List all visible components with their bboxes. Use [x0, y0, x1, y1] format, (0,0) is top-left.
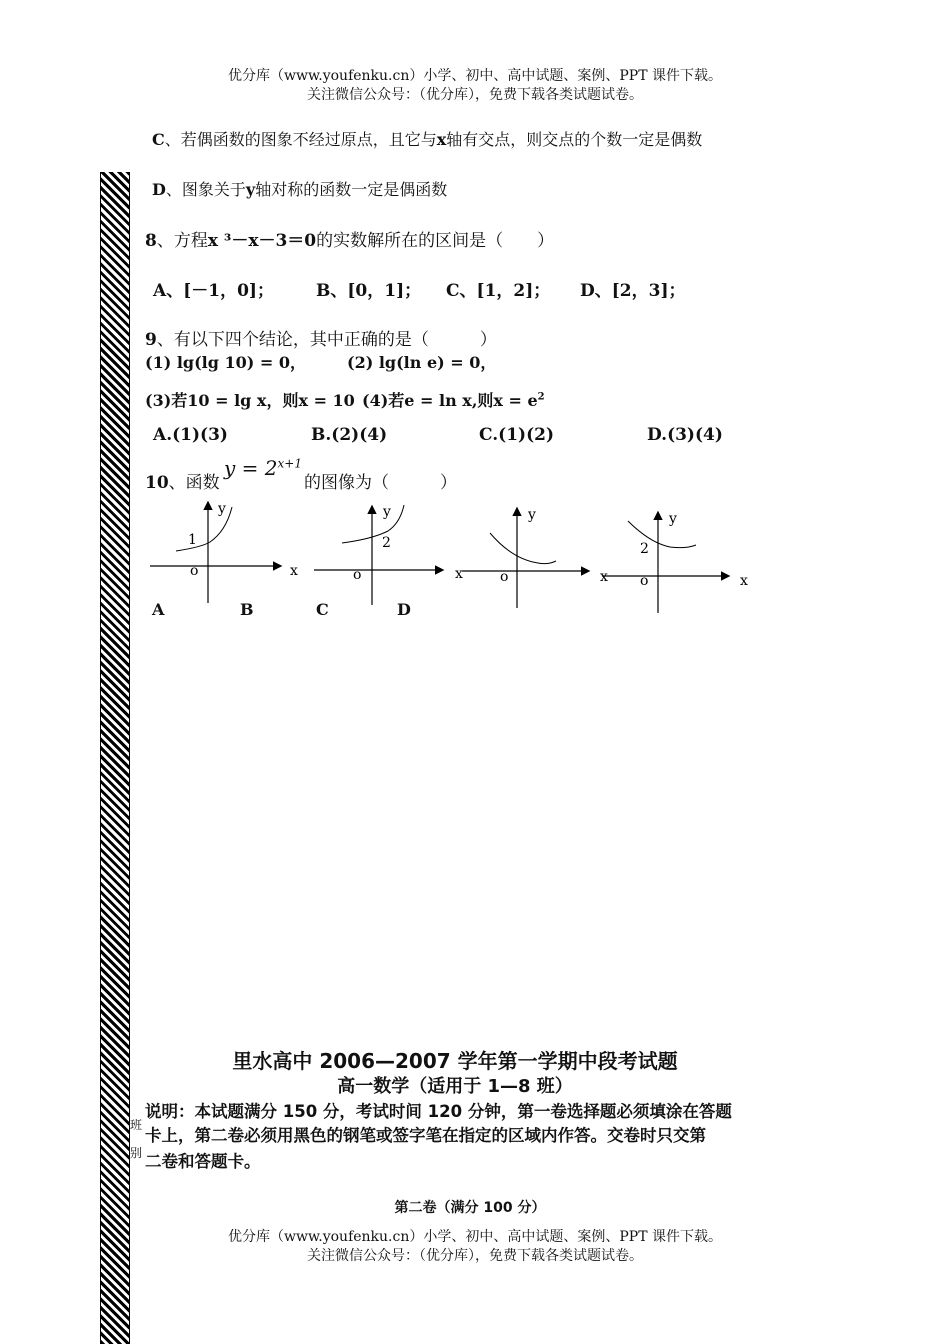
exam-note-line-1: 说明：本试题满分 150 分，考试时间 120 分钟，第一卷选择题必须填涂在答题 [145, 1102, 732, 1121]
q9-statement-1: (1) lg(lg 10) = 0， [145, 353, 307, 372]
graph-label-b: B [240, 600, 254, 619]
graph-2 [314, 504, 442, 605]
graph-3-curve [490, 533, 556, 564]
binding-margin-stripe [100, 172, 130, 1344]
graph-4-x-label: x [740, 573, 748, 589]
q7-option-c: C、若偶函数的图象不经过原点，且它与x轴有交点，则交点的个数一定是偶数 [152, 130, 703, 149]
q10-graphs [140, 495, 780, 625]
site-footer-line-2: 关注微信公众号：（优分库），免费下载各类试题试卷。 [307, 1248, 643, 1264]
q9-option-a: A.(1)(3) [153, 425, 228, 445]
graph-1 [150, 501, 298, 603]
graph-label-a: A [152, 600, 165, 619]
q8-option-b: B、[0，1]； [316, 281, 422, 301]
q10-stem-prefix: 10、函数 [145, 473, 220, 493]
site-header-line-1: 优分库（www.youfenku.cn）小学、初中、高中试题、案例、PPT 课件下载。 [227, 68, 722, 84]
q10-formula: $y = 2^{x+1}$ [224, 456, 302, 480]
q9-statement-4: (4)若e = ln x,则$x = e^2$ [362, 391, 545, 410]
graph-label-d: D [397, 600, 411, 619]
q9-statement-2: (2) lg(ln e) = 0， [347, 353, 497, 372]
section-heading: 第二卷（满分 100 分） [394, 1200, 546, 1216]
graph-3-y-label: y [528, 507, 536, 523]
site-header-line-2: 关注微信公众号：（优分库），免费下载各类试题试卷。 [307, 87, 643, 103]
q8-option-a: A、[－1，0]； [153, 281, 274, 301]
q10-stem-suffix: 的图像为（ ） [304, 473, 457, 493]
q9-option-b: B.(2)(4) [311, 425, 388, 445]
graph-4-y-label: y [669, 511, 677, 527]
graph-4-x-left-label: x [600, 569, 608, 585]
graph-4 [600, 511, 748, 613]
graph-label-c: C [316, 600, 329, 619]
q9-option-d: D.(3)(4) [647, 425, 723, 445]
graph-4-origin: o [640, 573, 649, 589]
graph-4-mark: 2 [640, 541, 649, 557]
q7-option-d: D、图象关于y轴对称的函数一定是偶函数 [152, 180, 448, 199]
q9-option-c: C.(1)(2) [479, 425, 554, 445]
exam-note-line-3: 二卷和答题卡。 [145, 1152, 261, 1171]
graph-2-curve [342, 505, 404, 543]
q9-stem: 9、有以下四个结论，其中正确的是（ ） [145, 330, 497, 350]
q8-option-c: C、[1，2]； [446, 281, 551, 301]
graph-1-origin: o [190, 563, 199, 579]
side-label-other: 别 [130, 1146, 143, 1160]
graph-3-x-label: x [455, 566, 463, 582]
graph-1-x-label: x [290, 563, 298, 579]
q9-statement-3: (3)若10 = lg x，则x = 10 [145, 391, 355, 410]
q8-stem: 8、方程x ³－x－3＝0的实数解所在的区间是（ ） [145, 231, 555, 251]
graph-2-mark: 2 [382, 535, 391, 551]
q8-option-d: D、[2，3]； [580, 281, 686, 301]
exam-note-line-2: 卡上，第二卷必须用黑色的钢笔或签字笔在指定的区域内作答。交卷时只交第 [145, 1126, 706, 1145]
site-footer-line-1: 优分库（www.youfenku.cn）小学、初中、高中试题、案例、PPT 课件下载。 [227, 1229, 722, 1245]
graph-3 [455, 507, 588, 608]
side-label-class: 班 [130, 1118, 143, 1132]
graph-3-origin: o [500, 569, 509, 585]
graph-1-mark: 1 [188, 532, 197, 548]
graph-2-y-label: y [383, 504, 391, 520]
graph-1-y-label: y [218, 501, 226, 517]
exam-subtitle: 高一数学（适用于 1—8 班） [337, 1076, 573, 1097]
graph-4-curve [628, 521, 696, 548]
graph-2-origin: o [353, 567, 362, 583]
exam-title: 里水高中 2006—2007 学年第一学期中段考试题 [232, 1049, 678, 1073]
